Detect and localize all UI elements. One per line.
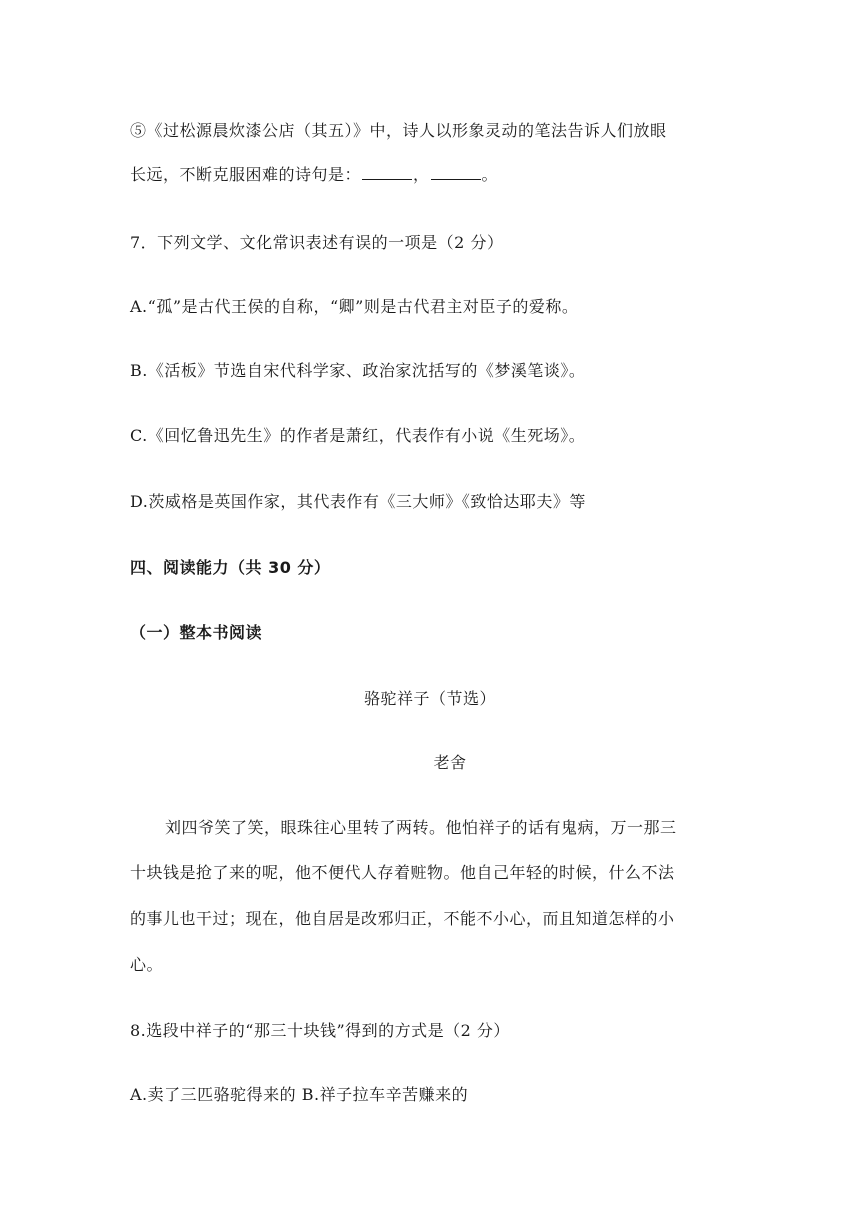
question-6-5-line-1: ⑤《过松源晨炊漆公店（其五）》中，诗人以形象灵动的笔法告诉人们放眼 <box>130 121 667 140</box>
passage-line-4: 心。 <box>130 955 164 974</box>
answer-blank-2[interactable] <box>431 165 481 180</box>
passage-author: 老舍 <box>433 753 467 772</box>
section-4-title: 四、阅读能力（共 30 分） <box>130 558 331 577</box>
blank-separator: ， <box>413 165 430 184</box>
question-7-option-b: B.《活板》节选自宋代科学家、政治家沈括写的《梦溪笔谈》。 <box>130 361 586 380</box>
question-7-stem: 7．下列文学、文化常识表述有误的一项是（2 分） <box>130 233 504 252</box>
question-8-options: A.卖了三匹骆驼得来的 B.祥子拉车辛苦赚来的 <box>130 1085 469 1104</box>
question-7-option-c: C.《回忆鲁迅先生》的作者是萧红，代表作有小说《生死场》。 <box>130 426 586 445</box>
section-4-subheading: （一）整本书阅读 <box>130 623 263 642</box>
question-7-option-a: A.“孤”是古代王侯的自称，“卿”则是古代君主对臣子的爱称。 <box>130 297 579 316</box>
answer-blank-1[interactable] <box>362 165 412 180</box>
passage-line-1: 刘四爷笑了笑，眼珠往心里转了两转。他怕祥子的话有鬼病，万一那三 <box>165 818 677 837</box>
passage-line-2: 十块钱是抢了来的呢，他不便代人存着赃物。他自己年轻的时候，什么不法 <box>130 863 675 882</box>
passage-line-3: 的事儿也干过；现在，他自居是改邪归正，不能不小心，而且知道怎样的小 <box>130 909 675 928</box>
question-8-stem: 8.选段中祥子的“那三十块钱”得到的方式是（2 分） <box>130 1021 510 1040</box>
question-6-5-prefix: 长远，不断克服困难的诗句是： <box>130 165 362 184</box>
question-6-5-line-2 <box>130 162 498 185</box>
question-7-option-d: D.茨威格是英国作家，其代表作有《三大师》《致恰达耶夫》等 <box>130 492 586 511</box>
passage-title: 骆驼祥子（节选） <box>363 689 496 708</box>
sentence-end: 。 <box>481 165 499 184</box>
